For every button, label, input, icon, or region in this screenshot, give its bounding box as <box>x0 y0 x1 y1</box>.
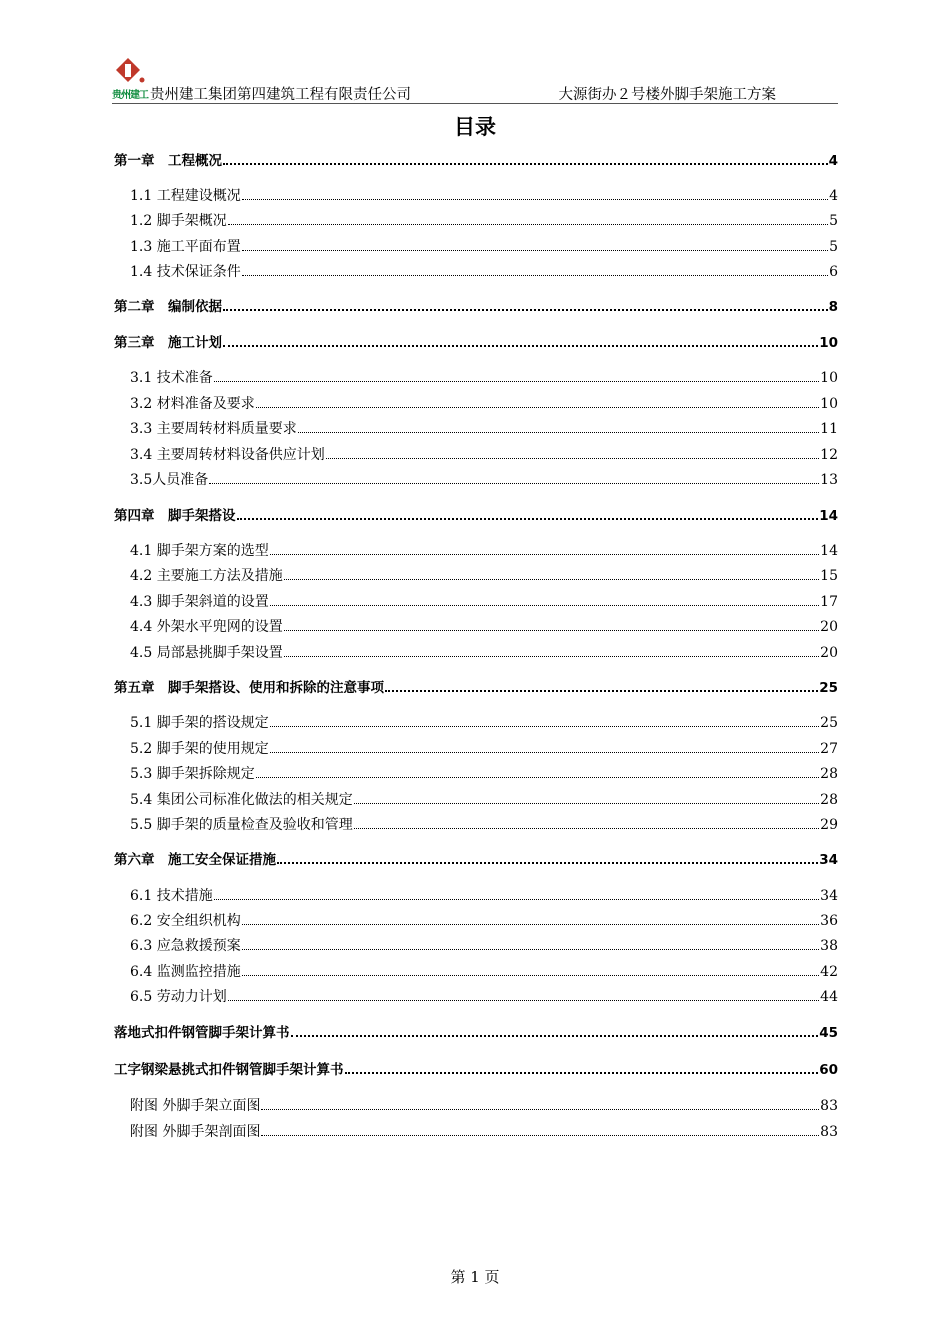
toc-dot-leader <box>214 380 819 382</box>
toc-entry-page: 20 <box>820 619 838 635</box>
toc-dot-leader <box>242 948 819 950</box>
toc-entry-page: 5 <box>829 213 838 229</box>
toc-section-entry[interactable] <box>130 567 838 585</box>
toc-entry-label: 1.1 工程建设概况 <box>130 188 241 204</box>
toc-section-entry[interactable] <box>130 1097 838 1115</box>
toc-chapter-entry[interactable] <box>114 679 838 697</box>
toc-chapter-entry[interactable] <box>114 1061 838 1079</box>
toc-entry-page: 4 <box>828 153 838 169</box>
toc-section-entry[interactable] <box>130 212 838 230</box>
toc-dot-leader <box>270 751 819 753</box>
toc-section-entry[interactable] <box>130 791 838 809</box>
toc-entry-page: 83 <box>820 1124 838 1140</box>
toc-entry-label: 落地式扣件钢管脚手架计算书 <box>114 1025 290 1041</box>
toc-dot-leader <box>228 999 819 1001</box>
toc-entry-label: 第二章 编制依据 <box>114 299 222 315</box>
toc-dot-leader <box>242 249 828 251</box>
toc-dot-leader <box>345 1071 819 1074</box>
toc-entry-page: 36 <box>820 913 838 929</box>
toc-dot-leader <box>209 482 819 484</box>
toc-section-entry[interactable] <box>130 618 838 636</box>
toc-dot-leader <box>214 898 819 900</box>
toc-entry-label: 3.5人员准备 <box>130 472 209 488</box>
toc-section-entry[interactable] <box>130 542 838 560</box>
toc-entry-label: 4.3 脚手架斜道的设置 <box>130 594 269 610</box>
toc-section-entry[interactable] <box>130 369 838 387</box>
toc-entry-label: 6.3 应急救援预案 <box>130 938 241 954</box>
toc-chapter-entry[interactable] <box>114 152 838 170</box>
toc-section-entry[interactable] <box>130 988 838 1006</box>
toc-entry-label: 第五章 脚手架搭设、使用和拆除的注意事项 <box>114 680 384 696</box>
toc-entry-label: 3.2 材料准备及要求 <box>130 396 255 412</box>
toc-dot-leader <box>242 274 828 276</box>
toc-entry-label: 6.4 监测监控措施 <box>130 964 241 980</box>
toc-section-entry[interactable] <box>130 420 838 438</box>
toc-section-entry[interactable] <box>130 937 838 955</box>
toc-entry-page: 29 <box>820 817 838 833</box>
toc-section-entry[interactable] <box>130 446 838 464</box>
toc-entry-page: 45 <box>819 1025 838 1041</box>
toc-section-entry[interactable] <box>130 816 838 834</box>
toc-entry-page: 14 <box>819 508 838 524</box>
toc-entry-page: 10 <box>820 396 838 412</box>
toc-section-entry[interactable] <box>130 1123 838 1141</box>
toc-dot-leader <box>261 1134 819 1136</box>
toc-entry-label: 6.5 劳动力计划 <box>130 989 227 1005</box>
toc-dot-leader <box>242 974 819 976</box>
toc-entry-page: 25 <box>820 715 838 731</box>
toc-entry-label: 5.1 脚手架的搭设规定 <box>130 715 269 731</box>
toc-entry-label: 6.1 技术措施 <box>130 888 213 904</box>
toc-section-entry[interactable] <box>130 263 838 281</box>
toc-chapter-entry[interactable] <box>114 851 838 869</box>
toc-dot-leader <box>326 457 819 459</box>
toc-section-entry[interactable] <box>130 395 838 413</box>
header-divider <box>112 103 838 104</box>
toc-dot-leader <box>270 553 819 555</box>
toc-entry-page: 10 <box>819 335 838 351</box>
toc-entry-label: 4.5 局部悬挑脚手架设置 <box>130 645 283 661</box>
toc-section-entry[interactable] <box>130 593 838 611</box>
toc-entry-page: 14 <box>820 543 838 559</box>
toc-title: 目录 <box>454 115 496 139</box>
toc-entry-label: 3.1 技术准备 <box>130 370 213 386</box>
toc-entry-label: 5.5 脚手架的质量检查及验收和管理 <box>130 817 353 833</box>
toc-section-entry[interactable] <box>130 471 838 489</box>
toc-entry-label: 4.1 脚手架方案的选型 <box>130 543 269 559</box>
toc-entry-page: 4 <box>829 188 838 204</box>
toc-dot-leader <box>237 517 819 520</box>
toc-entry-page: 34 <box>819 852 838 868</box>
toc-chapter-entry[interactable] <box>114 334 838 352</box>
toc-chapter-entry[interactable] <box>114 298 838 316</box>
toc-entry-page: 17 <box>820 594 838 610</box>
toc-entry-page: 12 <box>820 447 838 463</box>
page-number: 第 1 页 <box>450 1268 500 1286</box>
toc-entry-page: 38 <box>820 938 838 954</box>
toc-dot-leader <box>277 861 818 864</box>
toc-dot-leader <box>223 344 818 347</box>
toc-entry-label: 附图 外脚手架立面图 <box>130 1098 261 1114</box>
toc-dot-leader <box>284 578 819 580</box>
toc-section-entry[interactable] <box>130 887 838 905</box>
toc-entry-label: 4.4 外架水平兜网的设置 <box>130 619 283 635</box>
toc-dot-leader <box>228 223 828 225</box>
toc-entry-label: 5.3 脚手架拆除规定 <box>130 766 255 782</box>
toc-section-entry[interactable] <box>130 238 838 256</box>
toc-entry-page: 6 <box>829 264 838 280</box>
toc-entry-label: 3.4 主要周转材料设备供应计划 <box>130 447 325 463</box>
toc-entry-label: 5.4 集团公司标准化做法的相关规定 <box>130 792 353 808</box>
toc-dot-leader <box>223 162 828 165</box>
company-name: 贵州建工集团第四建筑工程有限责任公司 <box>150 87 411 103</box>
toc-entry-page: 60 <box>819 1062 838 1078</box>
toc-section-entry[interactable] <box>130 765 838 783</box>
toc-entry-page: 83 <box>820 1098 838 1114</box>
toc-entry-page: 27 <box>820 741 838 757</box>
toc-entry-page: 15 <box>820 568 838 584</box>
toc-entry-label: 3.3 主要周转材料质量要求 <box>130 421 297 437</box>
toc-dot-leader <box>270 604 819 606</box>
toc-entry-label: 6.2 安全组织机构 <box>130 913 241 929</box>
toc-entry-page: 28 <box>820 792 838 808</box>
toc-entry-page: 13 <box>820 472 838 488</box>
toc-chapter-entry[interactable] <box>114 507 838 525</box>
toc-section-entry[interactable] <box>130 187 838 205</box>
toc-entry-label: 附图 外脚手架剖面图 <box>130 1124 261 1140</box>
toc-dot-leader <box>291 1034 819 1037</box>
logo-text: 贵州建工 <box>112 90 148 101</box>
toc-entry-label: 第六章 施工安全保证措施 <box>114 852 276 868</box>
toc-entry-label: 第四章 脚手架搭设 <box>114 508 236 524</box>
toc-entry-label: 工字钢梁悬挑式扣件钢管脚手架计算书 <box>114 1062 344 1078</box>
toc-dot-leader <box>242 923 819 925</box>
toc-entry-label: 第三章 施工计划 <box>114 335 222 351</box>
toc-dot-leader <box>354 827 819 829</box>
toc-entry-page: 42 <box>820 964 838 980</box>
toc-entry-page: 34 <box>820 888 838 904</box>
toc-dot-leader <box>261 1108 819 1110</box>
toc-dot-leader <box>284 655 819 657</box>
toc-section-entry[interactable] <box>130 714 838 732</box>
toc-section-entry[interactable] <box>130 644 838 662</box>
toc-entry-label: 1.3 施工平面布置 <box>130 239 241 255</box>
toc-entry-page: 5 <box>829 239 838 255</box>
toc-dot-leader <box>270 725 819 727</box>
toc-entry-page: 11 <box>820 421 838 437</box>
toc-entry-label: 1.4 技术保证条件 <box>130 264 241 280</box>
toc-entry-page: 20 <box>820 645 838 661</box>
toc-dot-leader <box>256 406 819 408</box>
toc-entry-label: 4.2 主要施工方法及措施 <box>130 568 283 584</box>
toc-chapter-entry[interactable] <box>114 1024 838 1042</box>
toc-entry-page: 28 <box>820 766 838 782</box>
toc-dot-leader <box>223 308 828 311</box>
toc-dot-leader <box>354 802 819 804</box>
toc-section-entry[interactable] <box>130 740 838 758</box>
toc-dot-leader <box>298 431 819 433</box>
toc-section-entry[interactable] <box>130 963 838 981</box>
toc-entry-label: 1.2 脚手架概况 <box>130 213 227 229</box>
toc-entry-label: 5.2 脚手架的使用规定 <box>130 741 269 757</box>
toc-entry-page: 10 <box>820 370 838 386</box>
toc-dot-leader <box>242 198 828 200</box>
toc-entry-page: 8 <box>828 299 838 315</box>
document-title: 大源街办２号楼外脚手架施工方案 <box>558 87 776 103</box>
toc-entry-label: 第一章 工程概况 <box>114 153 222 169</box>
toc-section-entry[interactable] <box>130 912 838 930</box>
toc-dot-leader <box>284 629 819 631</box>
toc-dot-leader <box>385 689 818 692</box>
toc-dot-leader <box>256 776 819 778</box>
toc-entry-page: 25 <box>819 680 838 696</box>
toc-entry-page: 44 <box>820 989 838 1005</box>
page-header <box>112 56 838 104</box>
